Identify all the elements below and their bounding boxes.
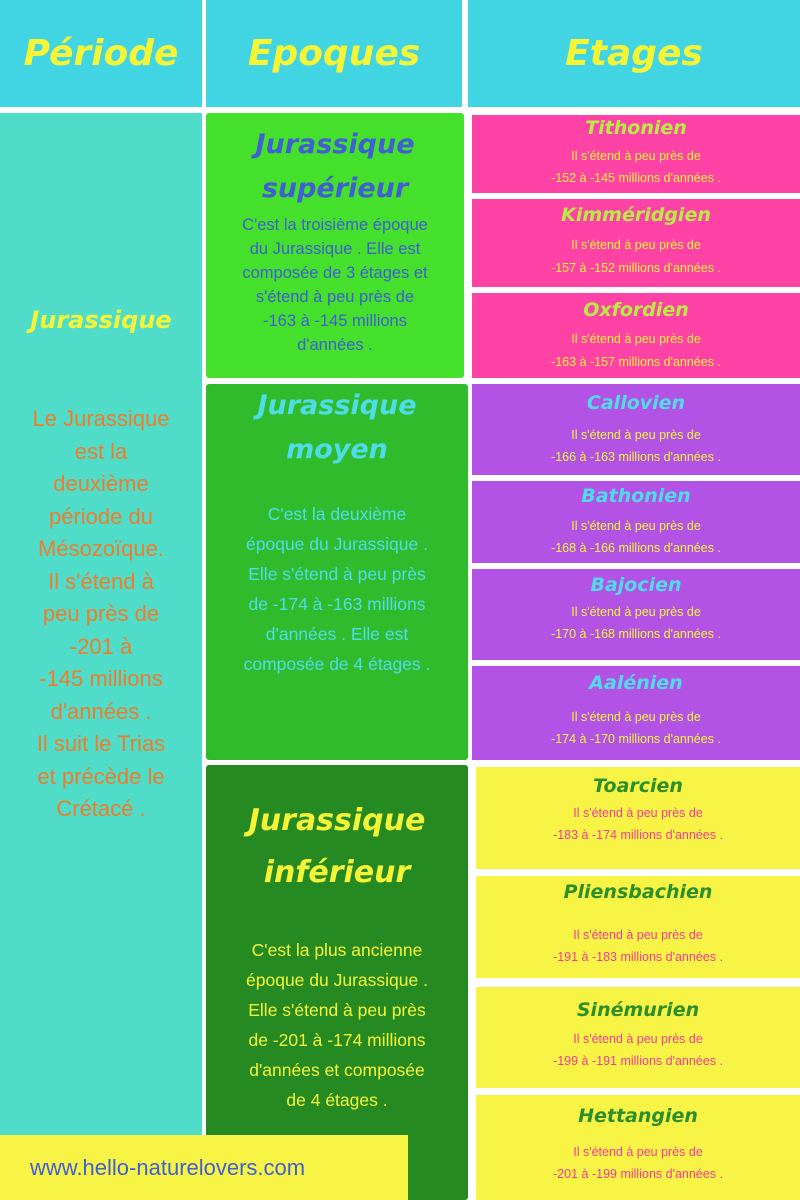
stage-pliensbachien — [476, 876, 800, 978]
period-column — [0, 113, 202, 1200]
stage-range-line1: Il s'étend à peu près de — [571, 710, 701, 724]
stage-name: Bathonien — [581, 485, 691, 507]
stage-range-line1: Il s'étend à peu près de — [571, 519, 701, 533]
header-epoques — [206, 0, 462, 107]
stage-name: Toarcien — [593, 775, 683, 797]
stage-range-line2: -201 à -199 millions d'années . — [553, 1167, 723, 1181]
stage-range-line2: -168 à -166 millions d'années . — [551, 541, 721, 555]
stage-hettangien — [476, 1095, 800, 1200]
period-desc-line: période du — [49, 503, 153, 529]
stage-name: Aalénien — [589, 672, 683, 694]
period-desc-line: Le Jurassique — [32, 406, 170, 431]
stage-range-line2: -174 à -170 millions d'années . — [551, 732, 721, 746]
epoch-desc-line: de -201 à -174 millions — [248, 1030, 426, 1050]
stage-bathonien — [472, 481, 800, 563]
stage-name: Hettangien — [578, 1105, 698, 1127]
website-link[interactable]: www.hello-naturelovers.com — [30, 1154, 306, 1180]
stage-range-line1: Il s'étend à peu près de — [571, 149, 701, 163]
stage-range-line1: Il s'étend à peu près de — [571, 332, 701, 346]
epoch-lower-description — [206, 935, 468, 1115]
epoch-desc-line: d'années . Elle est — [265, 624, 409, 644]
epoch-desc-line: -163 à -145 millions — [263, 312, 407, 330]
period-desc-line: d'années . — [50, 698, 152, 724]
stage-range-line1: Il s'étend à peu près de — [573, 806, 703, 820]
header-etages — [468, 0, 800, 107]
epoch-middle — [206, 384, 468, 760]
epoch-desc-line: du Jurassique . Elle est — [249, 240, 421, 258]
epoch-desc-line: Elle s'étend à peu près — [248, 1000, 426, 1020]
stage-range-line2: -170 à -168 millions d'années . — [551, 627, 721, 641]
header-periode — [0, 0, 202, 107]
footer-url-banner — [0, 1135, 408, 1200]
period-desc-line: et précède le — [37, 763, 165, 789]
period-desc-line: peu près de — [42, 601, 160, 626]
period-desc-line: Il s'étend à — [48, 568, 154, 594]
stage-range-line1: Il s'étend à peu près de — [571, 428, 701, 442]
epoch-desc-line: C'est la troisième époque — [242, 216, 428, 234]
epoch-desc-line: de 4 étages . — [286, 1090, 388, 1110]
stage-range-line2: -199 à -191 millions d'années . — [553, 1054, 723, 1068]
stage-tithonien — [472, 115, 800, 193]
epoch-desc-line: composée de 3 étages et — [242, 264, 428, 282]
epoch-title-line: Jurassique — [257, 390, 417, 421]
stage-range-line1: Il s'étend à peu près de — [571, 238, 701, 252]
stage-bajocien — [472, 569, 800, 660]
period-desc-line: est la — [74, 438, 128, 464]
stage-kimmeridgien — [472, 199, 800, 287]
epoch-title-line: inférieur — [263, 855, 411, 890]
stage-name: Bajocien — [590, 574, 682, 596]
period-desc-line: Il suit le Trias — [36, 731, 166, 756]
stage-aalenien — [472, 666, 800, 760]
stage-range-line2: -163 à -157 millions d'années . — [551, 355, 721, 369]
epoch-title-line: moyen — [286, 434, 388, 465]
epoch-desc-line: composée de 4 étages . — [243, 654, 431, 674]
stage-name: Oxfordien — [583, 299, 689, 321]
period-desc-line: -145 millions — [39, 666, 163, 691]
epoch-title-line: Jurassique — [255, 129, 415, 160]
epoch-upper — [206, 113, 464, 378]
stage-range-line1: Il s'étend à peu près de — [573, 1032, 703, 1046]
epoch-title-line: Jurassique — [248, 803, 426, 838]
stage-name: Kimméridgien — [561, 204, 711, 226]
epoch-desc-line: s'étend à peu près de — [255, 288, 415, 306]
epoch-desc-line: époque du Jurassique . — [246, 534, 428, 554]
period-desc-line: deuxième — [53, 471, 149, 496]
epoch-title-line: supérieur — [261, 173, 409, 204]
stage-range-line1: Il s'étend à peu près de — [573, 928, 703, 942]
stage-oxfordien — [472, 293, 800, 378]
stage-name: Callovien — [586, 392, 686, 414]
epoch-desc-line: C'est la deuxième — [267, 504, 407, 524]
epoch-middle-title — [206, 384, 468, 472]
stage-range-line1: Il s'étend à peu près de — [571, 605, 701, 619]
period-name: Jurassique — [30, 306, 172, 334]
period-desc-line: Mésozoïque. — [38, 536, 164, 561]
epoch-desc-line: C'est la plus ancienne — [251, 940, 423, 960]
header-etages-label: Etages — [565, 33, 703, 74]
header-periode-label: Période — [23, 33, 179, 74]
epoch-desc-line: époque du Jurassique . — [246, 970, 428, 990]
period-desc-line: Crétacé . — [56, 796, 146, 821]
period-description — [0, 403, 202, 826]
epoch-desc-line: Elle s'étend à peu près — [248, 564, 426, 584]
epoch-desc-line: d'années . — [297, 336, 373, 354]
stage-sinemurien — [476, 987, 800, 1088]
header-epoques-label: Epoques — [247, 33, 421, 74]
epoch-desc-line: de -174 à -163 millions — [248, 594, 426, 614]
stage-range-line2: -152 à -145 millions d'années . — [551, 171, 721, 185]
stage-name: Tithonien — [585, 117, 687, 139]
stage-callovien — [472, 384, 800, 475]
stage-range-line2: -157 à -152 millions d'années . — [551, 261, 721, 275]
stage-range-line2: -166 à -163 millions d'années . — [551, 450, 721, 464]
epoch-upper-title — [206, 123, 464, 211]
stage-name: Pliensbachien — [563, 881, 713, 903]
epoch-desc-line: d'années et composée — [249, 1060, 425, 1080]
stage-range-line1: Il s'étend à peu près de — [573, 1145, 703, 1159]
period-desc-line: -201 à — [69, 633, 133, 659]
epoch-middle-description — [206, 499, 468, 679]
stage-range-line2: -183 à -174 millions d'années . — [553, 828, 723, 842]
epoch-lower-title — [206, 795, 468, 899]
epoch-upper-description — [206, 213, 464, 357]
stage-name: Sinémurien — [576, 999, 700, 1021]
stage-range-line2: -191 à -183 millions d'années . — [553, 950, 723, 964]
stage-toarcien — [476, 767, 800, 869]
